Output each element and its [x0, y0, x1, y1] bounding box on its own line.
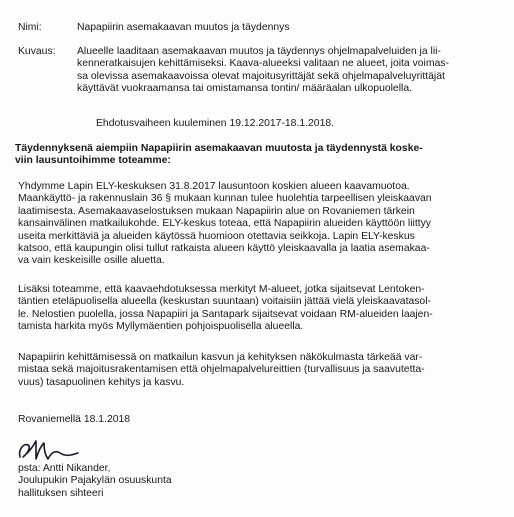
signer-block [18, 463, 498, 500]
description-text [77, 46, 505, 96]
paragraph-line: useita merkittäviä ja alueiden käytössä huomioon otettavia seikkoja. Lapin ELY-keskus [18, 230, 415, 242]
signer-line: hallituksen sihteeri [18, 487, 104, 499]
place-date-text: Rovaniemellä 18.1.2018 [18, 414, 131, 425]
description-line: Alueelle laaditaan asemakaavan muutos ja täydennys ohjelmapalveluiden ja lii- [77, 46, 441, 57]
paragraph-line: kansainvälinen matkailukohde. ELY-keskus toteaa, että Napapiirin alueiden käyttöön liittyy [18, 218, 431, 230]
signer-line: Joulupukin Pajakylän osuuskunta [18, 475, 172, 487]
name-label: Nimi: [18, 22, 42, 33]
paragraph-line: Napapiirin kehittämisessä on matkailun kasvun ja kehityksen näkökulmasta tärkeää var- [18, 352, 423, 363]
description-line: kenneratkaisujen kehittämiseksi. Kaava-alueeksi valitaan ne alueet, joita voimas- [77, 58, 449, 70]
paragraph-m-areas [18, 284, 498, 334]
paragraph-line: Lisäksi toteamme, että kaavaehdotuksessa merkityt M-alueet, jotka sijaitsevat Lentoken- [18, 284, 425, 295]
paragraph-line: tamista harkita myös Myllymäentien pohjoispuolisella alueella. [18, 321, 304, 333]
paragraph-line: le. Nelostien puolella, jossa Napapiiri ja Santapark sijaitsevat voidaan RM-alueiden laajen- [18, 308, 433, 320]
description-line: sa olevissa asemakaavoissa olevat majoitusyrittäjät sekä ohjelmapalveluyrittäjät [77, 70, 445, 82]
paragraph-line: Maankäyttö- ja rakennuslain 36 § mukaan kunnan tulee huolehtia tarpeellisen yleiskaavan [18, 193, 432, 205]
paragraph-line: täntien eteläpuolisella alueella (keskustan suuntaan) voitaisiin jättää vielä yleiskaavatasol- [18, 296, 431, 308]
paragraph-line: vuus) tasapuolinen kehitys ja kasvu. [18, 376, 185, 388]
paragraph-ely [18, 181, 498, 268]
paragraph-line: laatimisesta. Asemakaavaselostuksen mukaan Napapiirin alue on Rovaniemen tärkein [18, 205, 415, 217]
handwritten-signature [14, 435, 104, 463]
paragraph-line: mistaa sekä majoitusrakentamisen että ohjelmapalvelureittien (turvallisuus ja saavutetta- [18, 364, 425, 376]
heading-line: viin lausuntoihimme toteamme: [15, 155, 171, 167]
heading-line: Täydennyksenä aiempiin Napapiirin asemakaavan muutosta ja täydennystä koske- [15, 143, 423, 154]
paragraph-line: katsoo, että kaupungin olisi tullut ratkaista alueen käyttö yleiskaavalla ja laatia asemakaa- [18, 243, 430, 255]
paragraph-development [18, 352, 498, 389]
name-value: Napapiirin asemakaavan muutos ja täydennys [77, 22, 290, 33]
signer-line: psta: Antti Nikander, [18, 463, 111, 474]
description-label: Kuvaus: [18, 46, 56, 57]
paragraph-line: Yhdymme Lapin ELY-keskuksen 31.8.2017 lausuntoon koskien alueen kaavamuotoa. [18, 181, 410, 192]
description-line: käyttävät vuokraamansa tai omistamansa tontin/ määräalan ulkopuolella. [77, 83, 412, 95]
statement-heading [15, 143, 495, 168]
hearing-period: Ehdotusvaiheen kuuleminen 19.12.2017-18.1.2018. [96, 118, 335, 129]
paragraph-line: va vain keskeisille osille aluetta. [18, 255, 165, 267]
place-date [18, 414, 498, 426]
